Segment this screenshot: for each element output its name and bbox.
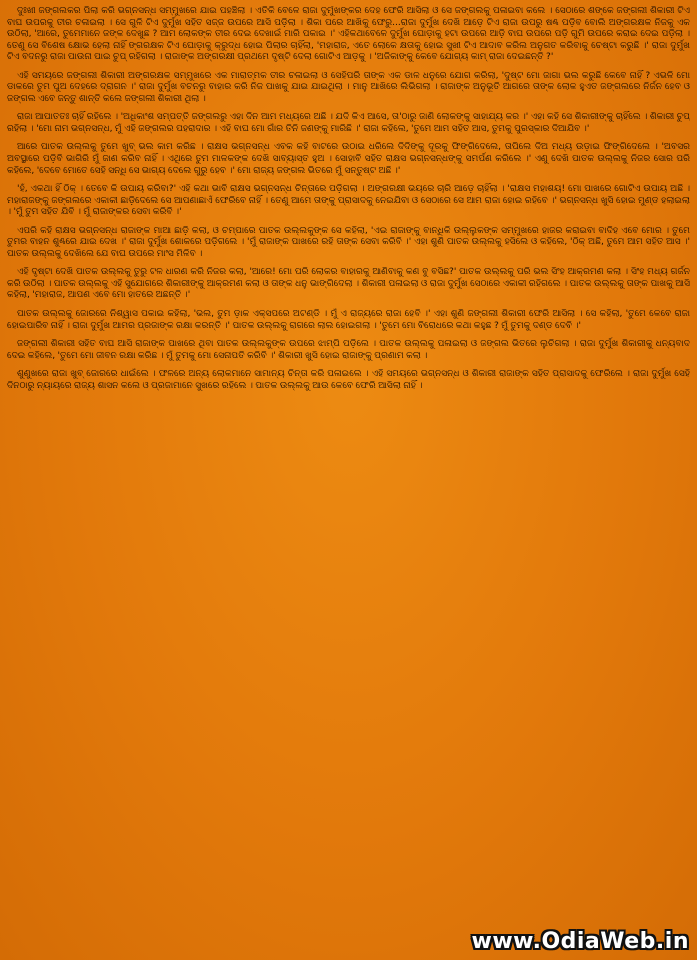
story-paragraph: ଏହି ଦୃଷ୍ଟା ଦେଖି ପାତକ ଉଲ୍ଲକୁ ତୁରୁ ଟଳ ଧାରଣ କରି ନିଜର କଲା, 'ଆରେ! ମୋ ପରି ଲୋକର ବାହାରକୁ ଆଣିବାକୁ କଣ ବୁ ବସିଛ?' ପାତକ ଉଲ୍ଲକୁ ପରି ଭଲ ସିଂହ ଆକ୍ରମଣ କଲା । ସିଂହ ମଧ୍ୟ ଗର୍ଜନ କରି ଉଠିଲା । ପାତକ ଉଲ୍ଲକୁ ଏହି ସୁଯୋଗରେ ଶିକାରୀଙ୍କୁ ଆକ୍ରମଣ କଲା ଓ ତାଙ୍କ ଧନୁ ଭାଙ୍ଗିଦେଲା । ଶିକାରୀ ପଳାଇଲା ଓ ରାଜା ଦୁର୍ମୁଖ ସେଠାରେ ଏକାକୀ ରହିଗଲେ । ପାତକ ଉଲ୍ଲକୁ ତାଙ୍କ ପାଖକୁ ଆସି କହିଲା, 'ମହାରାଜ, ଆପଣ ଏବେ ମୋ ହାତରେ ଅଛନ୍ତି ।' xyxy=(7,267,690,301)
story-paragraph: ଜଙ୍ଗଲୀ ଶିକାରୀ ସହିତ ବାଘ ଆସି ରାଜାଙ୍କ ପାଖରେ ଥିବା ପାତକ ଉଲ୍ଲକୁଙ୍କ ଉପରେ ଝାମ୍ପି ପଡ଼ିଲେ । ପାତକ ଉଲ୍ଲକୁ ପଳାଇଲା ଓ ଜଙ୍ଗଲ ଭିତରେ ଲୁଚିଗଲା । ରାଜା ଦୁର୍ମୁଖ ଶିକାରୀକୁ ଧନ୍ୟବାଦ ଦେଇ କହିଲେ, 'ତୁମେ ମୋ ଜୀବନ ରକ୍ଷା କରିଛ । ମୁଁ ତୁମକୁ ମୋ ସେନାପତି କରିବି ।' ଶିକାରୀ ଖୁସି ହୋଇ ରାଜାଙ୍କୁ ପ୍ରଣାମ କଲା । xyxy=(7,339,690,361)
story-paragraph: ଏପରି କହି ରାକ୍ଷସ ଭଗ୍ନସନ୍ଧ ରାଜାଙ୍କ ମାଆ ଛାଡ଼ି କଲା, ଓ ଚମ୍ପାରେ ପାତକ ଉଲ୍ଲକୁଙ୍କ ସେ କହିଲା, 'ଏଇ ରାଜାଙ୍କୁ ବାନ୍ଧିକି ଉଲ୍ଲୁକଙ୍କ ସମ୍ମୁଖରେ ହାଜର କରାଇବା ବାଦିହ ଏବେ ମୋର । ତୁମେ ତୁମର ବାହନ ଶୁଣ୍ଢରେ ଯାଇ ଦେଖ ।' ରାଜା ଦୁର୍ମୁଖ ଶୋକରେ ପଡ଼ିଗଲେ । 'ମୁଁ ରାଜାଙ୍କ ପାଖରେ ରହି ତାଙ୍କ ସେବା କରିବି ।' ଏହା ଶୁଣି ପାତକ ଉଲ୍ଲକୁ ହସିଲେ ଓ କହିଲେ, 'ଠିକ୍ ଅଛି, ତୁମେ ଆମ ସହିତ ଆସ ।' ପାତକ ଉଲ୍ଲକୁ ଦେଖିଲେ ଯେ ବାଘ ଉପରେ ମାଂସ ମିଳିବ । xyxy=(7,225,690,259)
site-watermark: www.OdiaWeb.in xyxy=(471,929,689,954)
story-paragraph: ଆରେ ପାତକ ଉଲ୍ଲକୁ ତୁମେ ଖୁବ୍ ଭଲ କାମ କରିଛ । ରାକ୍ଷସ ଭଗ୍ନସନ୍ଧ ଏବକ କହି ବାଟରେ ଉଠାଇ ଧରିଲେ ଦିଦିଙ୍କୁ ଦୂରକୁ ଫିଙ୍ଗିଦେଲେ, ତାପିଲେ ଦିଅ ମଧ୍ୟ ଉଡ଼ାଇ ଫିଙ୍ଗିଦେଲେ । 'ଅବସର ଅବସ୍ଥାରେ ପଡ଼ିବି ଭାଗିରି ମୁଁ ଜାଣ କରିବ ନାହିଁ । ଏଥିରେ ତୁମ ମାଳକଙ୍କ ଦେଖି ସାବ୍ୟାସ୍ତ ହୁଅ । ସୋହାବି ସହିତ ରାକ୍ଷସ ଭଗ୍ନସନ୍ଧଙ୍କୁ ସମର୍ପଣ କରିଲେ ।' ଏଣୁ ଦେଖି ପାତକ ଉଲ୍ଲକୁ ନିଜର ସୋର ପରି କହିଲେ, 'ଦେବେ ମୋତେ ସେହି ସନ୍ଧି ସେ ଭାଗ୍ୟ ଦେଲେ ଗୁରୁ ହେବ ।' ମୋ ରାଜ୍ୟ ଜଙ୍ଗଲ ଭିତରେ ମୁଁ ସନ୍ତୁଷ୍ଟ ଅଛି ।' xyxy=(7,142,690,176)
story-paragraph: ରାଜା ଆପାତତଃ ଚାହିଁ ରହିଲେ । 'ଅଧିକାଂଶ ସମ୍ପତ୍ତି ଜଙ୍ଗଲରୁ ଏହା ଦିନ ଆମ ମଧ୍ୟରେ ଅଛି । ଯଦି କିଏ ଆସେ, ତା'ଠାରୁ ଜାଣି ଲୋକଙ୍କୁ ସାହାଯ୍ୟ କର ।' ଏହା କହି ସେ ଶିକାରୀଙ୍କୁ ଚାହିଁଲେ । ଶିକାରୀ ଚୁପ୍ ରହିଲା । 'ମୋ ନାମ ଭଗ୍ନସନ୍ଧ, ମୁଁ ଏହି ଜଙ୍ଗଲର ପହରାଦାର । ଏହି ବାଘ ମୋ ଗାଁର ତିନି ଜଣଙ୍କୁ ମାରିଛି ।' ରାଜା କହିଲେ, 'ତୁମେ ଆମ ସହିତ ଆସ, ତୁମକୁ ପୁରସ୍କାର ଦିଆଯିବ ।' xyxy=(7,112,690,134)
story-text-column xyxy=(7,6,690,918)
story-paragraph: ପାତକ ଉଲ୍ଲକୁ ଜୋରରେ ନିଶ୍ୱାସ ପକାଇ କହିଲା, 'ଭଲ, ତୁମ ଡ଼ାକ ଏକ୍ସପରେ ଅଟଣ୍ଡି । ମୁଁ ଏ ରାଜ୍ୟରେ ରାଜା ହେବି ।' ଏହା ଶୁଣି ଜଙ୍ଗଲୀ ଶିକାରୀ ଫେରି ଆସିଲା । ସେ କହିଲା, 'ତୁମେ କେବେ ରାଜା ହୋଇପାରିବ ନାହିଁ । ରାଜା ଦୁର୍ମୁଖ ଆମର ପ୍ରଜାଙ୍କ ରକ୍ଷା କରନ୍ତି ।' ପାତକ ଉଲ୍ଲକୁ ରାଗରେ ଲାଲ ହୋଇଗଲା । 'ତୁମେ ମୋ ବିରୋଧରେ କଥା କହୁଛ ? ମୁଁ ତୁମକୁ ଦଣ୍ଡ ଦେବି ।' xyxy=(7,309,690,331)
story-paragraph: ଦୁଃଖୀ ଜଙ୍ଗଲକର ପିଲା କରି ଭଗ୍ନସନ୍ଧ ସମ୍ମୁଖରେ ଯାଇ ପହଞ୍ଚିଲା । ଏତିକି ବେଳେ ରାଜା ଦୁର୍ମୁଖଙ୍କର ଦେହ ଫେରି ଆସିଲା ଓ ସେ ଜଙ୍ଗଲକୁ ପଳାଇବା କଲେ । ସେଠାରେ ଶଙ୍କେ ଜଙ୍ଗଲୀ ଶିକାରୀ ଟିଏ ବାଘ ଉପରକୁ ତୀର ଚଳାଇଲା । ସେ ଗୁଳି ଟିଏ ଦୁର୍ମୁଖ ସହିତ ସଜ୍ଜ ଉପରେ ଆସି ପଡ଼ିଲା । ଶିକା ପରେ ଆଖିକୁ ଫେରୁ...ରାଜା ଦୁର୍ମୁଖ ଦେଖି ଆଡ଼େ ଟିଏ ରାଜା ଉପରୁ ଷଣ୍ଢ ପଡ଼ିବ ବୋଲି ଅଙ୍ଗରକ୍ଷକ ନିଜକୁ ଏକ ଉଠିଲା, 'ଆରେ, ତୁମେମାନେ ଜଙ୍କ ଦେଖୁଛ ? ଆମ ଲୋକଙ୍କ ତୀର ଦେଇ ଦେଖାଇଁ ମାରି ପକାଇ ।' ଏହିକଥାବେଳେ ଦୁର୍ମୁଖ ଘୋଡ଼ାକୁ ହଟା ଉପରେ ଆଡ଼ି ବାଘ ଉପରେ ପଡ଼ି ଗୁମି ଉପରେ କରାଇ ଦେଇ ପଡ଼ିଲା । ତେଣୁ ସେ ବିଶେଷ କ୍ଷୋଭ ହେଲା ନାହିଁ ଙ୍ଗରକ୍ଷକ ଟିଏ ଘୋଡ଼ାକୁ କ୍ରୁଦ୍ଧ ହୋଇ ପିଲାର ଚାହିଁଲା, 'ମହାରାଜ, ଏତେ ଲୋକେ କ୍ଷତାକୁ ହୋଇ ସୁଖୀ ଟିଏ ଆଦାବ କରିଲ ଅନୁଗତ କରିବାକୁ ଚେଷ୍ଟା କରୁଛି ।' ରାଜା ଦୁର୍ମୁଖ ଟିଏ ବଦନରୁ ରାଜା ପାଉନା ପାଇ ଚୁପ୍ ରହିଗଲା । ରାଜାଙ୍କ ଅଙ୍ଗରକ୍ଷୀ ପ୍ରଥମେ ଦୃଷ୍ଟି ଦେଲା ଗୋଟିଏ ଆଡ଼କୁ । 'ଅଜିକାଙ୍କୁ କେବେ ଯୋଗ୍ୟ କାମ୍ ରାଜା ଦେଇଛନ୍ତି ?' xyxy=(7,6,690,63)
story-paragraph: 'ହଁ, ଏକଥା ହିଁ ଠିକ୍ । ତେବେ କି ଉପାୟ କରିବା?' ଏହି କଥା ଭାବି ରାକ୍ଷସ ଭଗ୍ନସନ୍ଧ ଚିନ୍ତାରେ ପଡ଼ିଗଲା । ଅଙ୍ଗରକ୍ଷୀ ଭୟରେ ଚାରି ଆଡ଼େ ଚାହିଁଲା । 'ରାକ୍ଷସ ମହାଶୟ! ମୋ ପାଖରେ ଗୋଟିଏ ଉପାୟ ଅଛି । ମହାରାଜଙ୍କୁ ଜଙ୍ଗଲରେ ଏକାକୀ ଛାଡ଼ିଦେଲେ ସେ ଆପଣାଛାଏଁ ଫେରିବେ ନାହିଁ । ତେଣୁ ଆମେ ତାଙ୍କୁ ପ୍ରାସାଦକୁ ନେଇଯିବା ଓ ସେଠାରେ ସେ ଆମ ରାଜା ହୋଇ ରହିବେ ।' ଭଗ୍ନସନ୍ଧ ଖୁସି ହୋଇ ମୁଣ୍ଡ ହଲାଇଲା । 'ମୁଁ ତୁମ ସହିତ ଯିବି । ମୁଁ ରାଜାଙ୍କର ସେବା କରିବି ।' xyxy=(7,184,690,218)
story-paragraph: ଏହି ସମୟରେ ଜଙ୍ଗଲୀ ଶିକାରୀ ଅଙ୍ଗରକ୍ଷକ ସମ୍ମୁଖରେ ଏକ ମାରାତ୍ମକ ତୀର ଚଳାଇଲା ଓ ସେହିପରି ତାଙ୍କ ଏକ ଡାଳ ଧନୁରେ ଯୋଗ କରିଲା, 'ଦୁଷ୍ଟ ମୋ ଜାଗା ଭଲ କରୁଛି କେବେ ନାହିଁ ? ଏଭଳି ମୋ ଡାକରେ ତୁମ ପୁଅ ଦେହରେ ଦ୍ରାଗନ ।' ରାଜା ଦୁର୍ମୁଖ ବଚନରୁ ବାହାର କରି ନିଜ ପାଖକୁ ଯାଇ ଯାଇଥିଲା । ମାନୁ ଆଖିରେ ଲିଭିଗଲା । ରାଜାଙ୍କ ଅନୁଭୂତି ଆଗରେ ତାଙ୍କ ଲୋକ ହୁଏତ ଜଙ୍ଗଲରେ ନିର୍ଜନ ହେବ ଓ ଜଙ୍ଗଲ ଏବେ ଜନ୍ତୁ ଶାନ୍ତି କଲେ ଜଙ୍ଗଲୀ ଶିକାରୀ ଥିଲା । xyxy=(7,70,690,104)
story-paragraph: ଶୁଣୁଖରେ ରାଜା ଖୁବ୍ ଜୋରରେ ଧାଇଁଲେ । ଫଳରେ ଅନ୍ୟ ଲୋକମାନେ ସାମାନ୍ୟ ଚିନ୍ତା କରି ପଳାଇଲେ । ଏହି ସମୟରେ ଭଗ୍ନସନ୍ଧ ଓ ଶିକାରୀ ରାଜାଙ୍କ ସହିତ ପ୍ରାସାଦକୁ ଫେରିଲେ । ରାଜା ଦୁର୍ମୁଖ ସେହି ଦିନଠାରୁ ନ୍ୟାୟରେ ରାଜ୍ୟ ଶାସନ କଲେ ଓ ପ୍ରଜାମାନେ ସୁଖରେ ରହିଲେ । ପାତକ ଉଲ୍ଲକୁ ଆଉ କେବେ ଫେରି ଆସିଲା ନାହିଁ । xyxy=(7,369,690,391)
